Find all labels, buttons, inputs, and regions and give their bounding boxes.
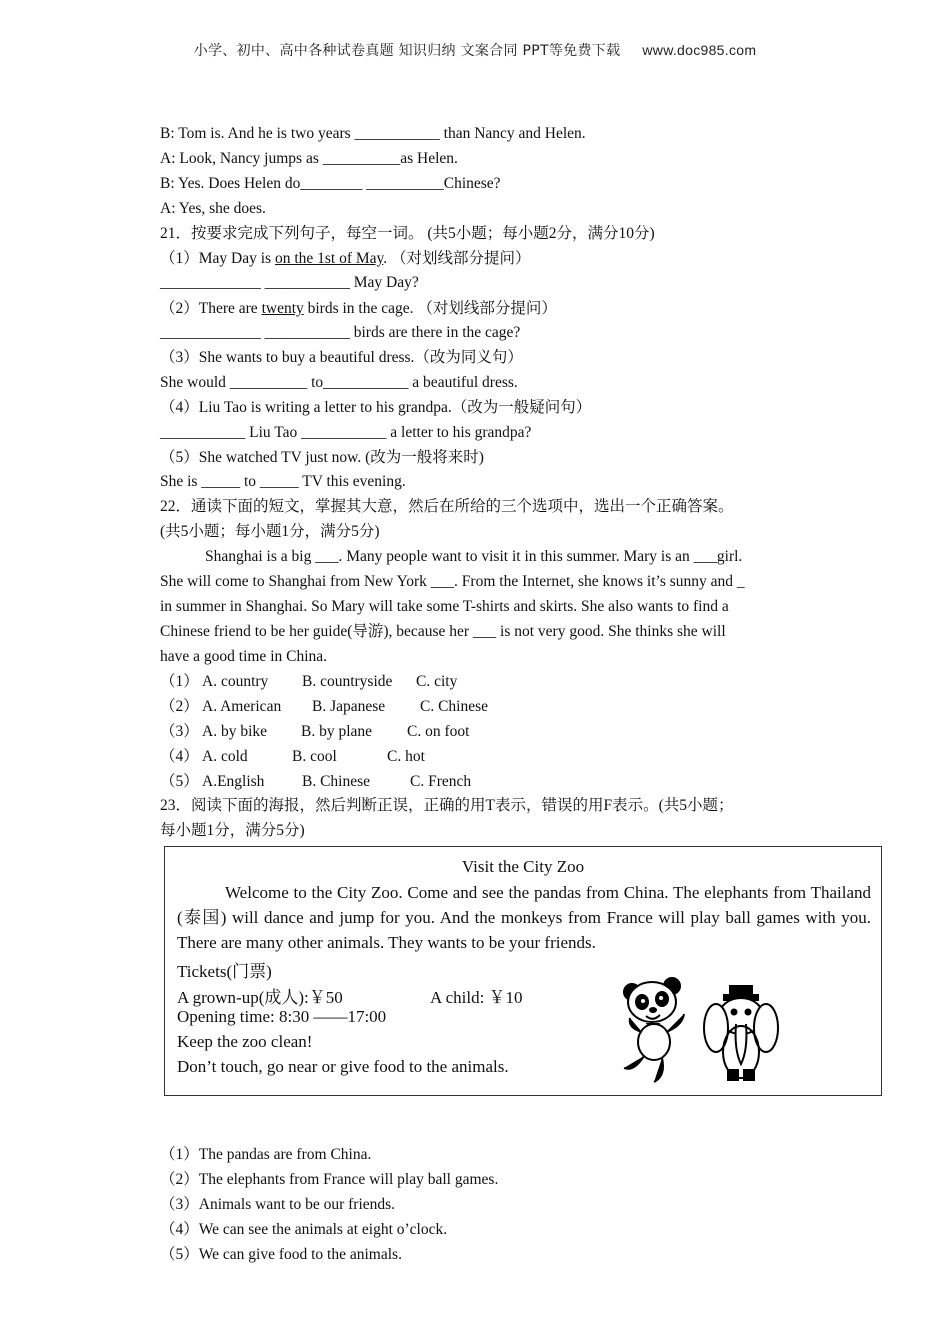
- passage-line: She will come to Shanghai from New York ___. From the Internet, she knows it’s sunny and _: [160, 573, 745, 590]
- poster-price-adult: A grown-up(成人):￥50: [177, 988, 343, 1007]
- question-23-heading: 23．阅读下面的海报，然后判断正误，正确的用T表示，错误的用F表示。(共5小题；: [160, 797, 734, 814]
- q21-answer-5: She is _____ to _____ TV this evening.: [160, 473, 406, 490]
- header-text: 小学、初中、高中各种试卷真题 知识归纳 文案合同 PPT等免费下载: [193, 43, 621, 59]
- poster-keep-clean: Keep the zoo clean!: [177, 1032, 313, 1051]
- poster-tickets: Tickets(门票): [177, 962, 272, 981]
- statement: （4）We can see the animals at eight o’clock.: [160, 1221, 448, 1238]
- poster-body: Welcome to the City Zoo. Come and see the pandas from China. The elephants from Thailand (泰国) will dance and jump for you. And the monkeys from France will play ball games with you. There are many other animals. They wants to be your friends.: [177, 883, 871, 952]
- q21-item-3: （3）She wants to buy a beautiful dress.（改为同义句）: [160, 349, 523, 366]
- statement: （2）The elephants from France will play ball games.: [160, 1171, 499, 1188]
- poster-rule: Don’t touch, go near or give food to the animals.: [177, 1057, 509, 1076]
- q21-item-5: （5）She watched TV just now. (改为一般将来时): [160, 449, 484, 466]
- q21-item-2: （2）There are twenty birds in the cage. （对划线部分提问）: [160, 300, 557, 317]
- panda-elephant-illustration: [620, 972, 790, 1090]
- statement: （1）The pandas are from China.: [160, 1146, 372, 1163]
- option-row: （4） A. cold B. cool C. hot: [160, 748, 425, 765]
- underlined-phrase: on the 1st of May: [274, 250, 384, 267]
- q21-item-4: （4）Liu Tao is writing a letter to his grandpa.（改为一般疑问句）: [160, 399, 592, 416]
- statement: （5）We can give food to the animals.: [160, 1246, 402, 1263]
- question-21-heading: 21．按要求完成下列句子，每空一词。 (共5小题；每小题2分，满分10分): [160, 225, 655, 242]
- question-22-heading: 22．通读下面的短文，掌握其大意，然后在所给的三个选项中，选出一个正确答案。: [160, 498, 734, 515]
- q21-answer-3: She would __________ to___________ a beautiful dress.: [160, 374, 518, 391]
- passage-line: in summer in Shanghai. So Mary will take some T-shirts and skirts. She also wants to find a: [160, 598, 729, 615]
- zoo-poster: [164, 846, 882, 1096]
- option-row: （1） A. country B. countryside C. city: [160, 673, 458, 690]
- q21-item-1: （1）May Day is on the 1st of May. （对划线部分提问）: [160, 250, 531, 267]
- option-row: （2） A. American B. Japanese C. Chinese: [160, 698, 489, 715]
- question-23-heading-2: 每小题1分，满分5分): [160, 822, 305, 839]
- question-22-heading-2: (共5小题；每小题1分，满分5分): [160, 523, 380, 540]
- option-row: （3） A. by bike B. by plane C. on foot: [160, 723, 470, 740]
- underlined-phrase: twenty: [261, 300, 304, 317]
- header-site: www.doc985.com: [642, 42, 757, 58]
- poster-title: Visit the City Zoo: [461, 857, 585, 876]
- passage-line: Chinese friend to be her guide(导游), because her ___ is not very good. She thinks she will: [160, 623, 726, 640]
- elephant-icon: [704, 986, 778, 1080]
- poster-opening-time: Opening time: 8:30 ——17:00: [177, 1007, 387, 1026]
- option-row: （5） A.English B. Chinese C. French: [160, 773, 472, 790]
- q21-answer-2: _____________ ___________ birds are there in the cage?: [160, 324, 521, 341]
- dialogue-line: A: Yes, she does.: [160, 200, 266, 217]
- dialogue-line: A: Look, Nancy jumps as __________as Helen.: [160, 150, 458, 167]
- panda-icon: [624, 978, 684, 1082]
- passage-line: have a good time in China.: [160, 648, 328, 665]
- page-header: [0, 40, 950, 60]
- statement: （3）Animals want to be our friends.: [160, 1196, 396, 1213]
- passage-line: Shanghai is a big ___. Many people want to visit it in this summer. Mary is an ___girl.: [205, 548, 743, 565]
- q21-answer-1: _____________ ___________ May Day?: [160, 274, 419, 291]
- poster-price-child: A child: ￥10: [430, 988, 523, 1007]
- q21-answer-4: ___________ Liu Tao ___________ a letter to his grandpa?: [160, 424, 532, 441]
- dialogue-line: B: Tom is. And he is two years ___________ than Nancy and Helen.: [160, 125, 586, 142]
- dialogue-line: B: Yes. Does Helen do________ __________Chinese?: [160, 175, 501, 192]
